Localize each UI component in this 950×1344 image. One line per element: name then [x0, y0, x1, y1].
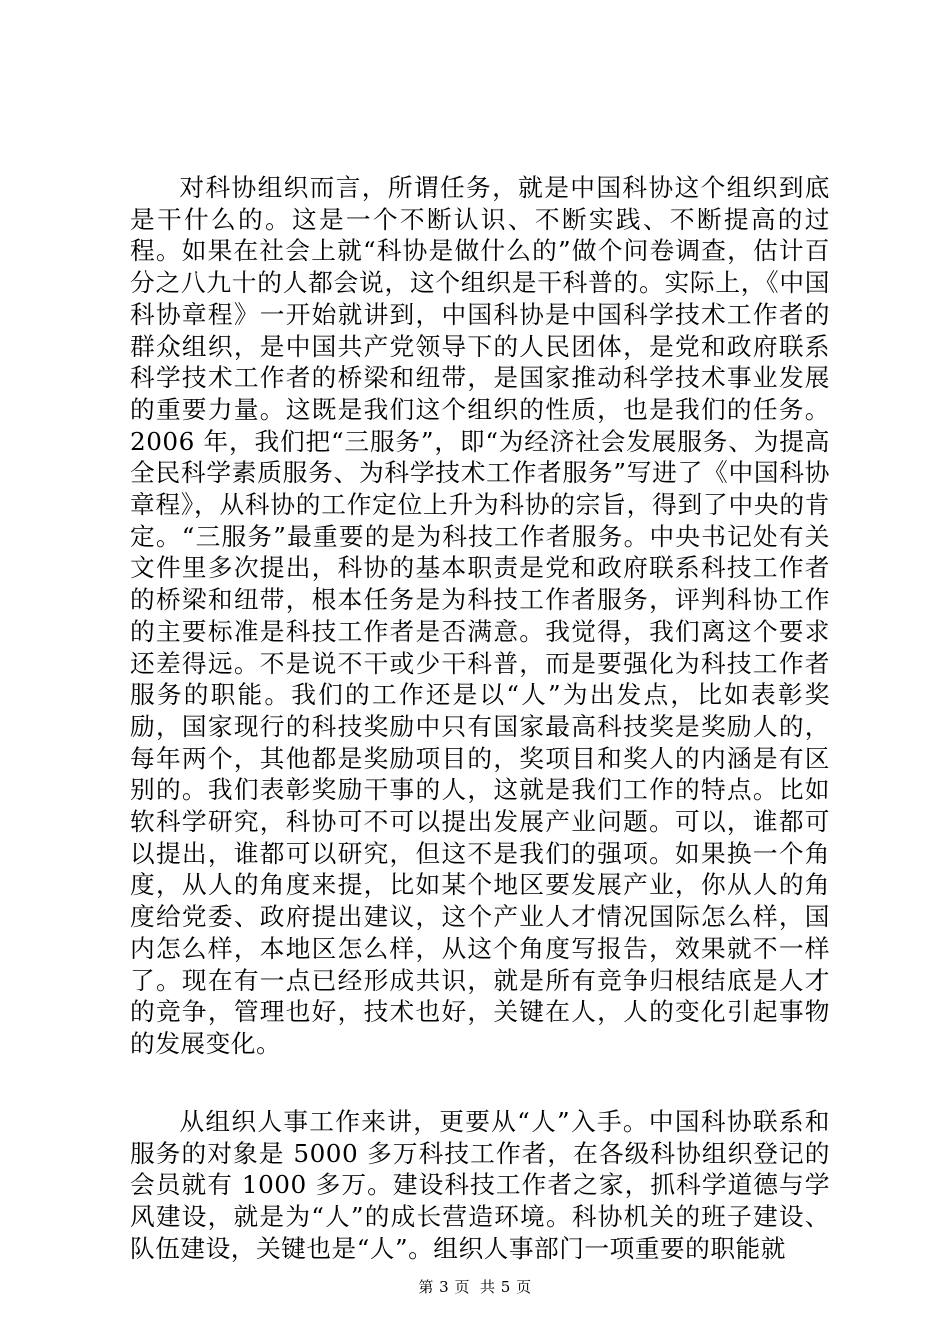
body-paragraph: 从组织人事工作来讲，更要从“人”入手。中国科协联系和服务的对象是 5000 多万科技工作者，在各级科协组织登记的会员就有 1000 多万。建设科技工作者之家，抓科学道德与学风建设，就是为“人”的成长营造环境。科协机关的班子建设、队伍建设，关键也是“人”。组织人事部门一项重要的职能就: [130, 1107, 830, 1263]
page-total: 共 5 页: [480, 1278, 532, 1296]
page-footer: [0, 1276, 950, 1297]
body-paragraph: 对科协组织而言，所谓任务，就是中国科协这个组织到底是干什么的。这是一个不断认识、不断实践、不断提高的过程。如果在社会上就“科协是做什么的”做个问卷调查，估计百分之八九十的人都会说，这个组织是干科普的。实际上，《中国科协章程》一开始就讲到，中国科协是中国科学技术工作者的群众组织，是中国共产党领导下的人民团体，是党和政府联系科学技术工作者的桥梁和纽带，是国家推动科学技术事业发展的重要力量。这既是我们这个组织的性质，也是我们的任务。2006 年，我们把“三服务”，即“为经济社会发展服务、为提高全民科学素质服务、为科学技术工作者服务”写进了《中国科协章程》，从科协的工作定位上升为科协的宗旨，得到了中央的肯定。“三服务”最重要的是为科技工作者服务。中央书记处有关文件里多次提出，科协的基本职责是党和政府联系科技工作者的桥梁和纽带，根本任务是为科技工作者服务，评判科协工作的主要标准是科技工作者是否满意。我觉得，我们离这个要求还差得远。不是说不干或少干科普，而是要强化为科技工作者服务的职能。我们的工作还是以“人”为出发点，比如表彰奖励，国家现行的科技奖励中只有国家最高科技奖是奖励人的，每年两个，其他都是奖励项目的，奖项目和奖人的内涵是有区别的。我们表彰奖励干事的人，这就是我们工作的特点。比如软科学研究，科协可不可以提出发展产业问题。可以，谁都可以提出，谁都可以研究，但这不是我们的强项。如果换一个角度，从人的角度来提，比如某个地区要发展产业，你从人的角度给党委、政府提出建议，这个产业人才情况国际怎么样，国内怎么样，本地区怎么样，从这个角度写报告，效果就不一样了。现在有一点已经形成共识，就是所有竞争归根结底是人才的竞争，管理也好，技术也好，关键在人，人的变化引起事物的发展变化。: [130, 173, 830, 1058]
page-number: 第 3 页: [418, 1278, 470, 1296]
